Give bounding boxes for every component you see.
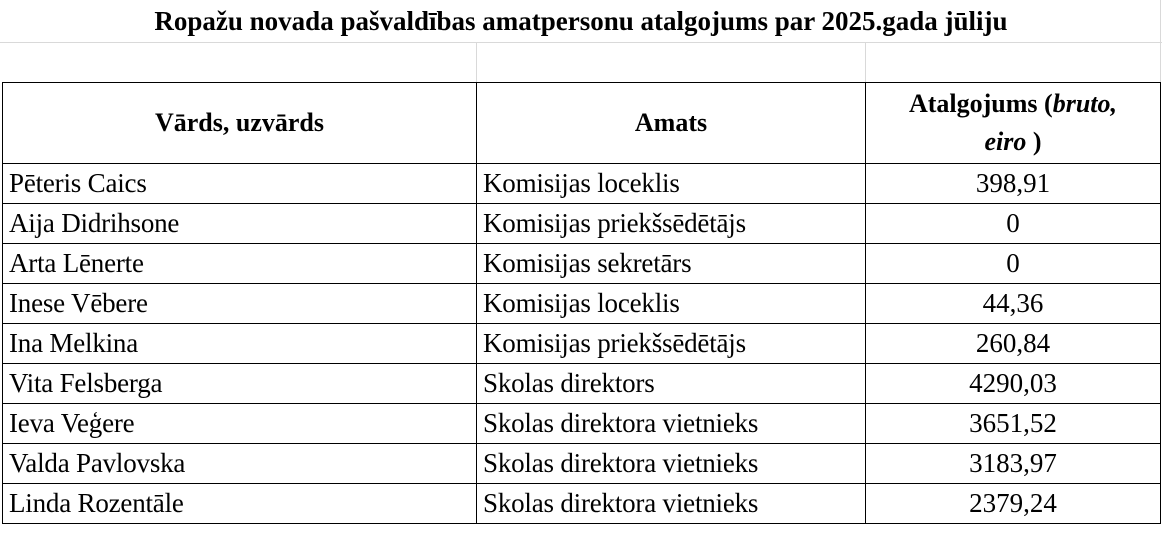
cell-salary[interactable]: 2379,24 — [866, 484, 1161, 524]
sheet-title-row[interactable] — [0, 0, 1162, 42]
table-row — [3, 444, 1161, 484]
table-row — [3, 284, 1161, 324]
header-row — [3, 83, 1161, 164]
cell-salary[interactable]: 3183,97 — [866, 444, 1161, 484]
cell-salary[interactable]: 4290,03 — [866, 364, 1161, 404]
cell-position[interactable]: Komisijas loceklis — [477, 284, 866, 324]
table-row — [3, 204, 1161, 244]
cell-name[interactable]: Arta Lēnerte — [3, 244, 477, 284]
cell-name[interactable]: Ina Melkina — [3, 324, 477, 364]
cell-salary[interactable]: 44,36 — [866, 284, 1161, 324]
cell-name[interactable]: Aija Didrihsone — [3, 204, 477, 244]
salary-table — [2, 82, 1161, 524]
cell-position[interactable]: Komisijas priekšsēdētājs — [477, 204, 866, 244]
cell-name[interactable]: Linda Rozentāle — [3, 484, 477, 524]
table-row — [3, 404, 1161, 444]
cell-name[interactable]: Vita Felsberga — [3, 364, 477, 404]
table-row — [3, 244, 1161, 284]
cell-position[interactable]: Komisijas sekretārs — [477, 244, 866, 284]
cell-position[interactable]: Skolas direktora vietnieks — [477, 404, 866, 444]
table-row — [3, 324, 1161, 364]
table-row — [3, 364, 1161, 404]
header-salary-italic-eiro: eiro — [984, 127, 1027, 156]
cell-position[interactable]: Komisijas priekšsēdētājs — [477, 324, 866, 364]
cell-name[interactable]: Inese Vēbere — [3, 284, 477, 324]
cell-position[interactable]: Skolas direktora vietnieks — [477, 484, 866, 524]
cell-salary[interactable]: 260,84 — [866, 324, 1161, 364]
cell-name[interactable]: Valda Pavlovska — [3, 444, 477, 484]
blank-row[interactable] — [0, 42, 1162, 82]
header-salary[interactable] — [866, 83, 1161, 164]
header-position[interactable]: Amats — [477, 83, 866, 164]
cell-name[interactable]: Ieva Veģere — [3, 404, 477, 444]
cell-salary[interactable]: 398,91 — [866, 164, 1161, 204]
header-salary-italic-bruto: bruto, — [1052, 89, 1118, 118]
cell-name[interactable]: Pēteris Caics — [3, 164, 477, 204]
cell-salary[interactable]: 0 — [866, 244, 1161, 284]
header-name[interactable]: Vārds, uzvārds — [3, 83, 477, 164]
table-row — [3, 484, 1161, 524]
sheet-title: Ropažu novada pašvaldības amatpersonu atalgojums par 2025.gada jūliju — [154, 5, 1008, 36]
cell-position[interactable]: Komisijas loceklis — [477, 164, 866, 204]
table-row — [3, 164, 1161, 204]
cell-salary[interactable]: 0 — [866, 204, 1161, 244]
header-salary-close: ) — [1026, 127, 1042, 156]
cell-salary[interactable]: 3651,52 — [866, 404, 1161, 444]
cell-position[interactable]: Skolas direktora vietnieks — [477, 444, 866, 484]
cell-position[interactable]: Skolas direktors — [477, 364, 866, 404]
header-salary-main: Atalgojums ( — [908, 89, 1053, 118]
